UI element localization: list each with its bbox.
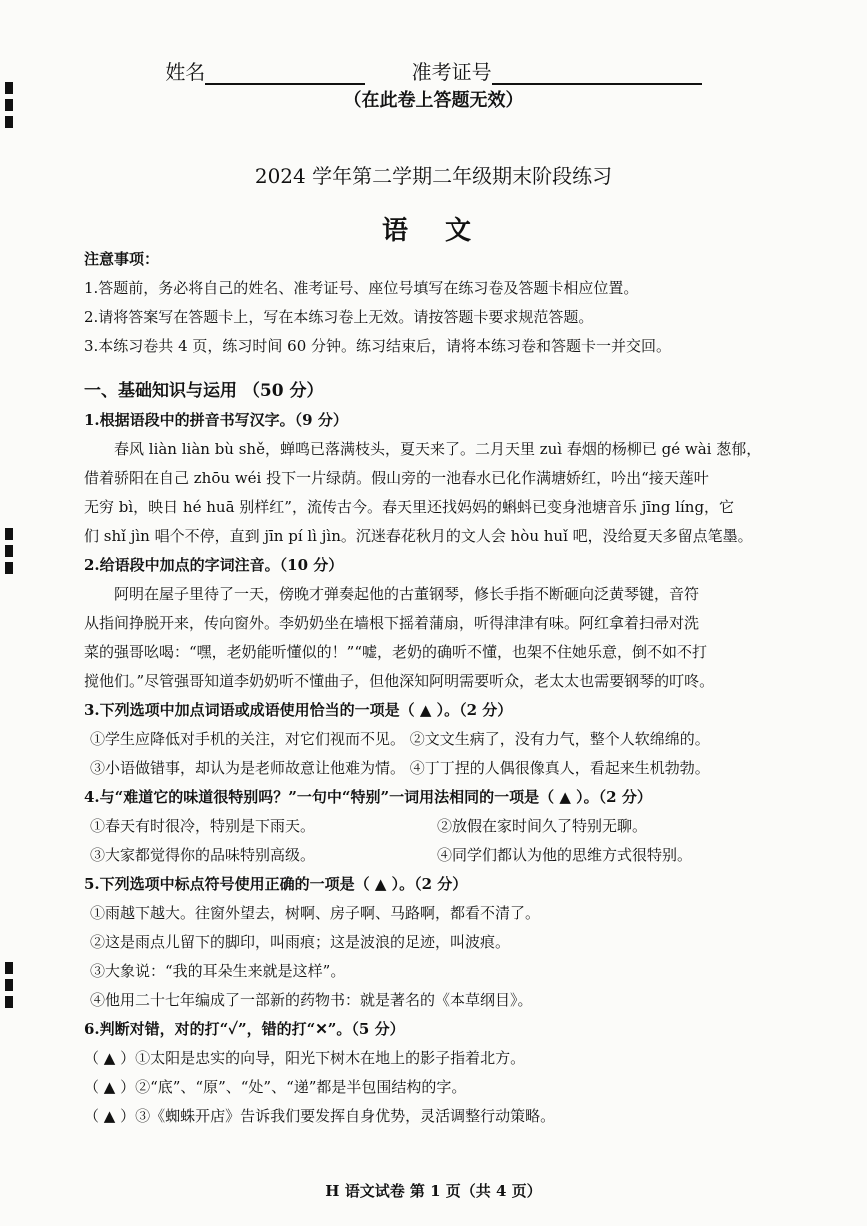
section-heading: 一、基础知识与运用 （50 分）	[84, 381, 324, 401]
question-1-passage-line: 春风 liàn liàn bù shě，蝉鸣已落满枝头，夏天来了。二月天里 zuì 春烟的杨柳已 gé wài 葱郁，	[114, 440, 762, 458]
question-2-stem: 2.给语段中加点的字词注音。（10 分）	[84, 556, 344, 574]
question-6-stem: 6.判断对错，对的打“✓”，错的打“✕”。（5 分）	[84, 1020, 405, 1038]
question-4-options	[84, 812, 784, 841]
question-6-item: （ ▲ ）③《蜘蛛开店》告诉我们要发挥自身优势，灵活调整行动策略。	[84, 1107, 556, 1125]
question-6-item: （ ▲ ）①太阳是忠实的向导，阳光下树木在地上的影子指着北方。	[84, 1049, 526, 1067]
question-2-passage-line: 菜的强哥吆喝：“嘿，老奶能听懂似的！”“嘘，老奶的确听不懂，也架不住她乐意，倒不如不打	[84, 643, 708, 661]
question-5-option: ③大象说：“我的耳朵生来就是这样”。	[90, 962, 346, 980]
question-4-stem: 4.与“难道它的味道很特别吗？”一句中“特别”一词用法相同的一项是（ ▲ ）。（2 分）	[84, 788, 652, 806]
question-5-option: ②这是雨点儿留下的脚印，叫雨痕；这是波浪的足迹，叫波痕。	[90, 933, 511, 951]
question-2-passage-line: 从指间挣脱开来，传向窗外。李奶奶坐在墙根下摇着蒲扇，听得津津有味。阿红拿着扫帚对洗	[84, 614, 700, 632]
exam-number-blank	[492, 63, 702, 85]
question-3-options: ③小语做错事，却认为是老师故意让他难为情。 ④丁丁捏的人偶很像真人，看起来生机勃勃。	[90, 759, 710, 777]
subject-title: 语 文	[381, 216, 486, 246]
option: ②放假在家时间久了特别无聊。	[437, 817, 648, 835]
question-5-stem: 5.下列选项中标点符号使用正确的一项是（ ▲ ）。（2 分）	[84, 875, 468, 893]
question-5-option: ①雨越下越大。往窗外望去，树啊、房子啊、马路啊，都看不清了。	[90, 904, 541, 922]
question-2-passage-line: 阿明在屋子里待了一天，傍晚才弹奏起他的古董钢琴，修长手指不断砸向泛黄琴键，音符	[114, 585, 700, 603]
question-3-stem: 3.下列选项中加点词语或成语使用恰当的一项是（ ▲ ）。（2 分）	[84, 701, 513, 719]
candidate-info-line	[0, 56, 867, 85]
exam-number-label: 准考证号	[411, 60, 492, 84]
question-1-passage-line: 借着骄阳在自己 zhōu wéi 投下一片绿荫。假山旁的一池春水已化作满塘娇红，吟出“接天莲叶	[84, 469, 709, 487]
question-1-stem: 1.根据语段中的拼音书写汉字。（9 分）	[84, 411, 348, 429]
note-item: 2.请将答案写在答题卡上，写在本练习卷上无效。请按答题卡要求规范答题。	[84, 308, 594, 326]
question-2-passage-line: 搅他们。”尽管强哥知道李奶奶听不懂曲子，但他深知阿明需要听众，老太太也需要钢琴的叮咚。	[84, 672, 715, 690]
registration-marks-middle	[5, 528, 13, 579]
note-item: 3.本练习卷共 4 页，练习时间 60 分钟。练习结束后，请将本练习卷和答题卡一并交回。	[84, 337, 672, 355]
name-blank	[205, 63, 365, 85]
exam-content	[84, 245, 784, 1131]
option: ①春天有时很冷，特别是下雨天。	[90, 817, 316, 835]
question-6-item: （ ▲ ）②“底”、“原”、“处”、“递”都是半包围结构的字。	[84, 1078, 467, 1096]
note-item: 1.答题前，务必将自己的姓名、准考证号、座位号填写在练习卷及答题卡相应位置。	[84, 279, 639, 297]
option: ③大家都觉得你的品味特别高级。	[90, 846, 316, 864]
option: ④同学们都认为他的思维方式很特别。	[437, 846, 693, 864]
question-1-passage-line: 无穷 bì，映日 hé huā 别样红”，流传古今。春天里还找妈妈的蝌蚪已变身池塘音乐 jīng líng，它	[84, 498, 735, 516]
question-5-option: ④他用二十七年编成了一部新的药物书：就是著名的《本草纲目》。	[90, 991, 533, 1009]
question-1-passage-line: 们 shǐ jìn 唱个不停，直到 jīn pí lì jìn。沉迷春花秋月的文人会 hòu huǐ 吧，没给夏天多留点笔墨。	[84, 527, 753, 545]
name-label: 姓名	[165, 60, 206, 84]
exam-title: 2024 学年第二学期二年级期末阶段练习	[254, 164, 613, 188]
invalid-note: （在此卷上答题无效）	[343, 90, 524, 111]
page-footer: H 语文试卷 第 1 页（共 4 页）	[325, 1182, 542, 1200]
question-3-options: ①学生应降低对手机的关注，对它们视而不见。 ②文文生病了，没有力气，整个人软绵绵的。	[90, 730, 710, 748]
notes-heading: 注意事项：	[84, 250, 160, 268]
question-4-options	[84, 841, 784, 870]
registration-marks-bottom	[5, 962, 13, 1013]
